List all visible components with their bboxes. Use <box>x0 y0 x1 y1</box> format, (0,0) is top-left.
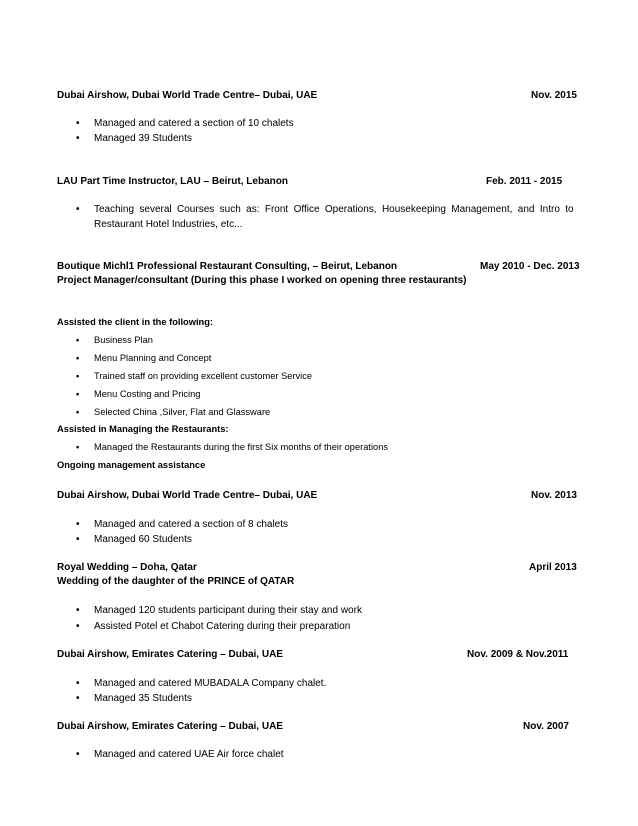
bullet-icon: • <box>76 678 80 689</box>
list-item-text: Managed 35 Students <box>94 693 192 704</box>
bullet-icon: • <box>76 693 80 704</box>
list-item-text: Managed the Restaurants during the first Six months of their operations <box>94 442 389 452</box>
list-item-text: Managed 120 students participant during their stay and work <box>94 605 362 616</box>
entry-title: LAU Part Time Instructor, LAU – Beirut, Lebanon <box>57 176 288 187</box>
bullet-icon: • <box>76 442 80 452</box>
list-item-text: Managed and catered a section of 8 chalets <box>94 519 289 530</box>
list-item-text: Managed and catered MUBADALA Company chalet. <box>94 678 327 689</box>
entry-title: Dubai Airshow, Dubai World Trade Centre– Dubai, UAE <box>57 490 318 501</box>
section-heading: Assisted in Managing the Restaurants: <box>57 424 229 434</box>
list-item-text: Menu Costing and Pricing <box>94 389 201 399</box>
entry-date: April 2013 <box>529 562 577 573</box>
list-item-text: Teaching several Courses such as: Front Office Operations, Housekeeping Management, and Intro to <box>94 204 574 215</box>
list-item-text: Trained staff on providing excellent customer Service <box>94 371 313 381</box>
entry-title: Dubai Airshow, Emirates Catering – Dubai, UAE <box>57 721 283 732</box>
bullet-icon: • <box>76 749 80 760</box>
entry-date: Nov. 2009 & Nov.2011 <box>467 649 569 660</box>
entry-title: Boutique Michl1 Professional Restaurant Consulting, – Beirut, Lebanon <box>57 261 398 272</box>
bullet-icon: • <box>76 389 80 399</box>
entry-date: May 2010 - Dec. 2013 <box>480 261 580 272</box>
bullet-icon: • <box>76 335 80 345</box>
list-item-text: Business Plan <box>94 335 153 345</box>
entry-subtitle: Wedding of the daughter of the PRINCE of QATAR <box>57 576 295 587</box>
bullet-icon: • <box>76 534 80 545</box>
bullet-icon: • <box>76 118 80 129</box>
list-item-text: Managed 60 Students <box>94 534 192 545</box>
bullet-icon: • <box>76 519 80 530</box>
entry-title: Royal Wedding – Doha, Qatar <box>57 562 197 573</box>
entry-title: Dubai Airshow, Dubai World Trade Centre– Dubai, UAE <box>57 90 318 101</box>
list-item-text: Managed and catered UAE Air force chalet <box>94 749 284 760</box>
entry-date: Feb. 2011 - 2015 <box>486 176 563 187</box>
bullet-icon: • <box>76 371 80 381</box>
section-note: Ongoing management assistance <box>57 460 206 470</box>
list-item-text: Menu Planning and Concept <box>94 353 212 363</box>
bullet-icon: • <box>76 133 80 144</box>
bullet-icon: • <box>76 621 80 632</box>
entry-date: Nov. 2007 <box>523 721 569 732</box>
entry-subtitle: Project Manager/consultant (During this phase I worked on opening three restaurants) <box>57 275 467 286</box>
entry-date: Nov. 2013 <box>531 490 577 501</box>
bullet-icon: • <box>76 204 80 215</box>
bullet-icon: • <box>76 605 80 616</box>
bullet-icon: • <box>76 353 80 363</box>
list-item-text-continued: Restaurant Hotel Industries, etc... <box>94 219 243 230</box>
list-item-text: Selected China ,Silver, Flat and Glassware <box>94 407 271 417</box>
entry-date: Nov. 2015 <box>531 90 577 101</box>
list-item-text: Managed 39 Students <box>94 133 192 144</box>
list-item-text: Managed and catered a section of 10 chalets <box>94 118 294 129</box>
list-item-text: Assisted Potel et Chabot Catering during their preparation <box>94 621 351 632</box>
section-heading: Assisted the client in the following: <box>57 317 213 327</box>
entry-title: Dubai Airshow, Emirates Catering – Dubai, UAE <box>57 649 283 660</box>
bullet-icon: • <box>76 407 80 417</box>
